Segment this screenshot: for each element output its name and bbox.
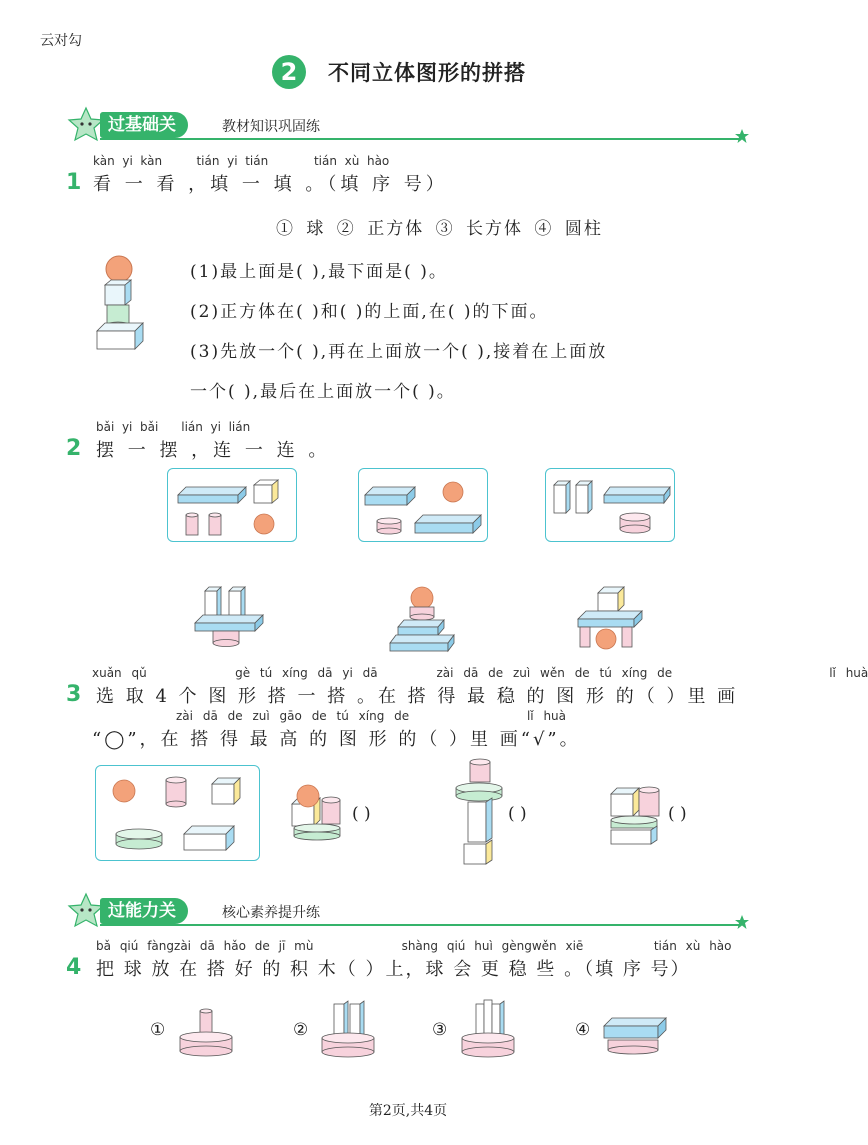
pinyin-row-q3a: xuǎn qǔ gè tú xíng dā yi dā zài dā de zuì wěn de tú xíng de lǐ huà xyxy=(92,666,868,680)
option-label-1: ① xyxy=(150,1020,168,1040)
built-figure-3[interactable] xyxy=(576,585,648,655)
star-icon xyxy=(734,914,750,930)
question-prompt-4: 把 球 放 在 搭 好 的 积 木（ ）上，球 会 更 稳 些 。（填 序 号） xyxy=(96,959,691,980)
page-footer: 第2页,共4页 xyxy=(368,1103,448,1119)
answer-paren-b[interactable]: ( ) xyxy=(508,804,527,824)
section-divider xyxy=(100,138,740,140)
page-title: 不同立体图形的拼搭 xyxy=(328,61,526,85)
question-number-3: 3 xyxy=(66,682,82,707)
q3-figure-a xyxy=(290,782,346,848)
option-label-4: ④ xyxy=(575,1020,593,1040)
q1-line-3: (3)先放一个( ),再在上面放一个( ),接着在上面放 xyxy=(190,342,608,362)
built-figure-2[interactable] xyxy=(388,585,460,651)
shape-set-box-3[interactable] xyxy=(545,468,675,542)
pinyin-row-q4: bǎ qiú fàngzài dā hǎo de jī mù shàng qiú huì gèngwěn xiē tián xù hào xyxy=(96,939,732,953)
section-header-basic xyxy=(66,112,750,140)
section-label: 过能力关 xyxy=(100,898,188,924)
question-prompt-2: 摆 一 摆 ，连 一 连 。 xyxy=(96,440,331,461)
built-figure-1[interactable] xyxy=(193,585,265,651)
question-number-2: 2 xyxy=(66,436,82,461)
answer-paren-c[interactable]: ( ) xyxy=(668,804,687,824)
q3-figure-c xyxy=(605,782,665,848)
lesson-number-badge: 2 xyxy=(272,55,306,89)
question-prompt-3b: “◯”，在 搭 得 最 高 的 图 形 的（ ）里 画“√”。 xyxy=(92,729,581,750)
shape-set-box-1[interactable] xyxy=(167,468,297,542)
section-subtitle: 核心素养提升练 xyxy=(222,905,320,921)
q1-line-1: (1)最上面是( ),最下面是( )。 xyxy=(190,262,448,282)
q4-option-1[interactable] xyxy=(178,1005,238,1061)
option-label-3: ③ xyxy=(432,1020,450,1040)
pinyin-row-q2: bǎi yi bǎi lián yi lián xyxy=(96,420,251,434)
pinyin-row-q1: kàn yi kàn tián yi tián tián xù hào xyxy=(93,154,390,168)
section-header-ability xyxy=(66,898,750,926)
q3-figure-b xyxy=(452,756,508,868)
q4-option-2[interactable] xyxy=(320,1000,380,1062)
question-prompt-3a: 选 取 4 个 图 形 搭 一 搭 。在 搭 得 最 稳 的 图 形 的（ ）里 画 xyxy=(96,686,739,707)
q3-shapes-box xyxy=(95,765,260,861)
q1-line-4: 一个( ),最后在上面放一个( )。 xyxy=(190,382,456,402)
option-label-2: ② xyxy=(293,1020,311,1040)
shape-set-box-2[interactable] xyxy=(358,468,488,542)
question-number-4: 4 xyxy=(66,955,82,980)
q4-option-3[interactable] xyxy=(460,996,520,1062)
answer-paren-a[interactable]: ( ) xyxy=(352,804,371,824)
question-prompt-1: 看 一 看 ，填 一 填 。（填 序 号） xyxy=(93,174,448,195)
section-label: 过基础关 xyxy=(100,112,188,138)
pinyin-row-q3b: zài dā de zuì gāo de tú xíng de lǐ huà xyxy=(176,709,567,723)
question-number-1: 1 xyxy=(66,170,82,195)
stack-figure-q1 xyxy=(95,255,151,355)
section-divider xyxy=(100,924,740,926)
section-subtitle: 教材知识巩固练 xyxy=(222,119,320,135)
star-icon xyxy=(734,128,750,144)
q4-option-4[interactable] xyxy=(602,1012,672,1062)
brand-text: 云对勾 xyxy=(40,33,82,49)
q1-line-2: (2)正方体在( )和( )的上面,在( )的下面。 xyxy=(190,302,549,322)
shape-options: ① 球 ② 正方体 ③ 长方体 ④ 圆柱 xyxy=(276,219,603,239)
